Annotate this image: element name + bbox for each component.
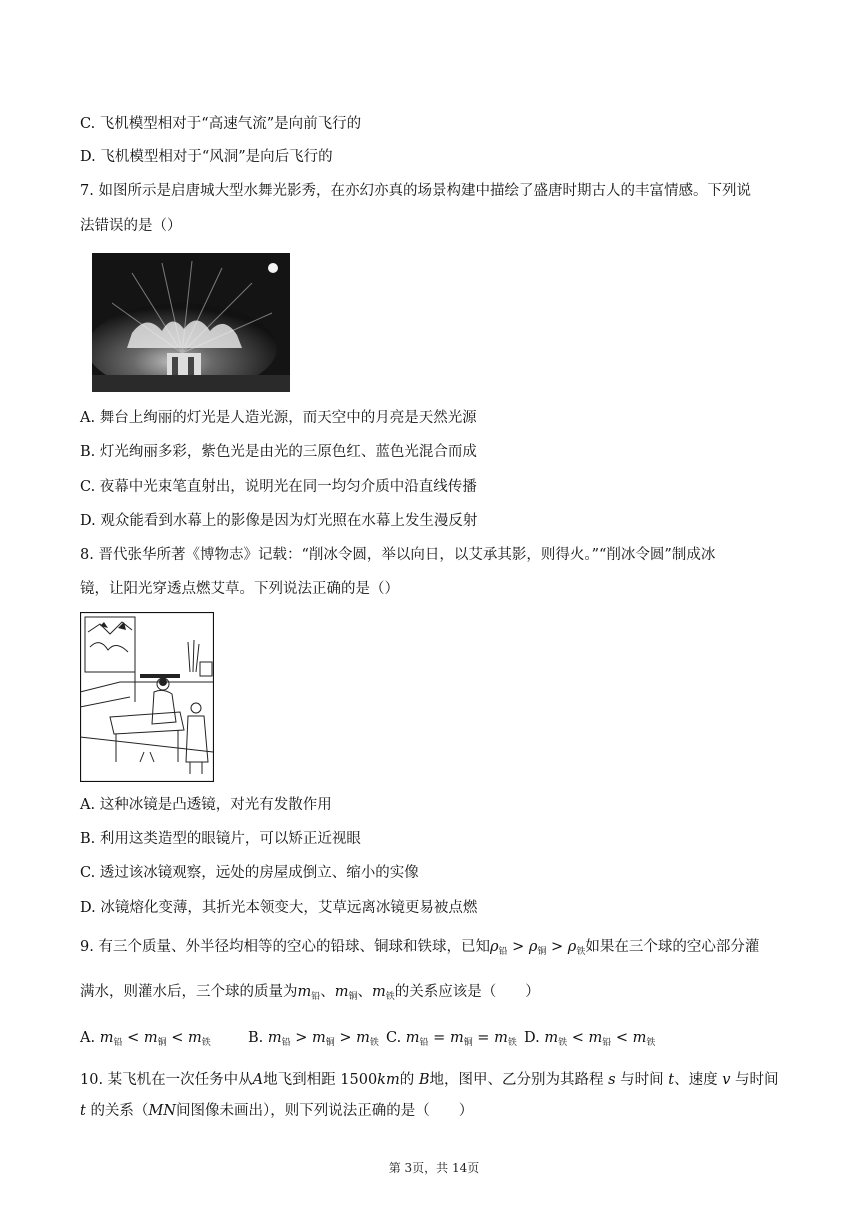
ancient-scholar-illustration <box>80 612 214 782</box>
q7-option-b: B. 灯光绚丽多彩，紫色光是由光的三原色红、蓝色光混合而成 <box>80 444 477 460</box>
q8-option-a: A. 这种冰镜是凸透镜，对光有发散作用 <box>80 797 332 813</box>
q6-option-d: D. 飞机模型相对于“风洞”是向后飞行的 <box>80 149 333 165</box>
q8-stem-line2: 镜，让阳光穿透点燃艾草。下列说法正确的是（） <box>80 581 399 597</box>
q9-stem-line1: 9. 有三个质量、外半径均相等的空心的铅球、铜球和铁球，已知$\rho_铅 > \rho_铜 > \rho_铁$如果在三个球的空心部分灌 <box>80 939 760 957</box>
q7-stem-line1: 7. 如图所示是启唐城大型水舞光影秀，在亦幻亦真的场景构建中描绘了盛唐时期古人的丰富情感。下列说 <box>80 183 751 199</box>
water-light-show-photo <box>92 253 290 392</box>
q9-option-c: C. $m_铅 = m_铜 = m_铁$ <box>386 1030 517 1048</box>
q9-stem-line2: 满水，则灌水后，三个球的质量为$m_铅$、$m_铜$、$m_铁$的关系应该是（ ） <box>80 984 540 1002</box>
q9-option-d: D. $m_铁 < m_铅 < m_铁$ <box>524 1030 656 1048</box>
q7-option-a: A. 舞台上绚丽的灯光是人造光源，而天空中的月亮是天然光源 <box>80 410 477 426</box>
q6-option-c: C. 飞机模型相对于“高速气流”是向前飞行的 <box>80 116 362 132</box>
q8-option-d: D. 冰镜熔化变薄，其折光本领变大，艾草远离冰镜更易被点燃 <box>80 900 478 916</box>
page-number-footer: 第 3页，共 14页 <box>388 1161 480 1175</box>
q8-option-b: B. 利用这类造型的眼镜片，可以矫正近视眼 <box>80 831 361 847</box>
q9-option-b: B. $m_铅 > m_铜 > m_铁$ <box>248 1030 379 1048</box>
q7-option-d: D. 观众能看到水幕上的影像是因为灯光照在水幕上发生漫反射 <box>80 513 478 529</box>
q10-stem-line2: t 的关系（MN间图像未画出），则下列说法正确的是（ ） <box>80 1103 474 1119</box>
q10-stem-line1: 10. 某飞机在一次任务中从A地飞到相距 1500km的 B地，图甲、乙分别为其路程 s 与时间 t、速度 v 与时间 <box>80 1072 779 1088</box>
q8-stem-line1: 8. 晋代张华所著《博物志》记载：“削冰令圆，举以向日，以艾承其影，则得火。”“削冰令圆”制成冰 <box>80 547 716 563</box>
q8-option-c: C. 透过该冰镜观察，远处的房屋成倒立、缩小的实像 <box>80 865 419 881</box>
q7-option-c: C. 夜幕中光束笔直射出，说明光在同一均匀介质中沿直线传播 <box>80 479 477 495</box>
q7-stem-line2: 法错误的是（） <box>80 218 182 234</box>
q9-option-a: A. $m_铅 < m_铜 < m_铁$ <box>80 1030 211 1048</box>
